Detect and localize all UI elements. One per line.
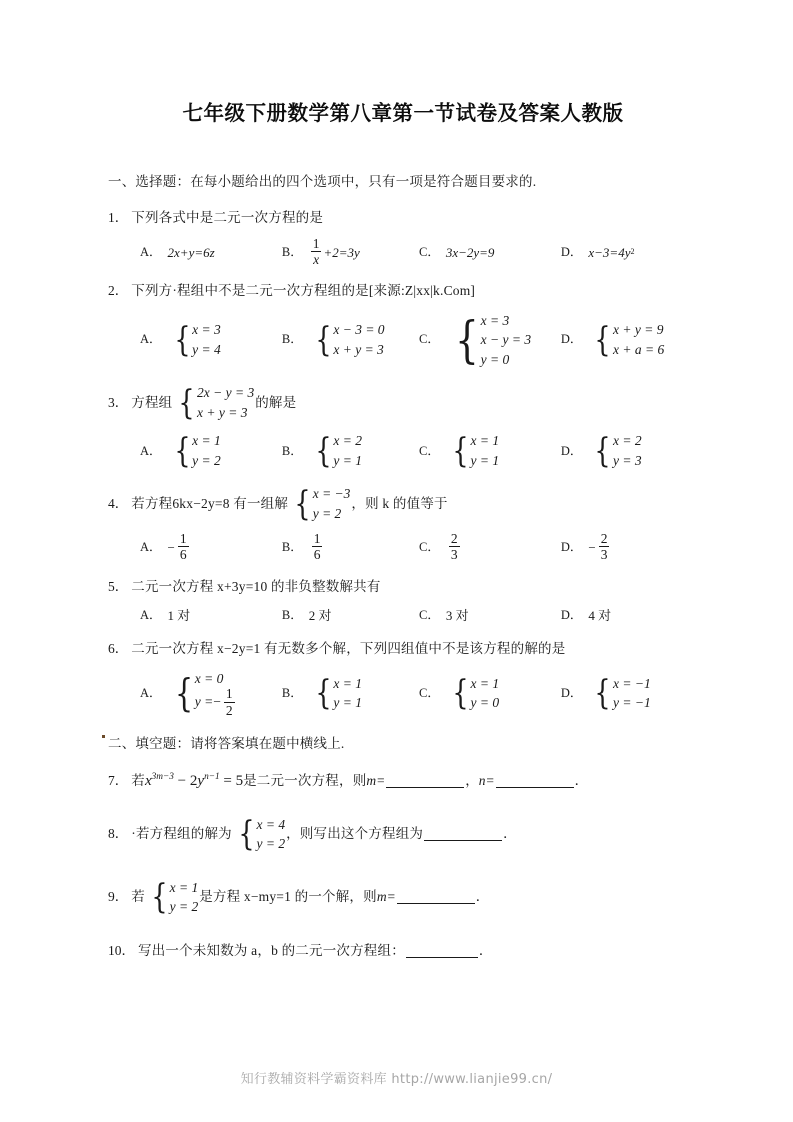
option-a-text: 1 对 (167, 607, 191, 623)
question-1-option-c[interactable] (419, 243, 561, 263)
left-brace-icon: { (594, 430, 612, 471)
equation-row: y = 0 (470, 695, 500, 711)
option-c-label: C． (419, 685, 440, 700)
question-9-number: 9． (108, 889, 129, 905)
option-d-text: 4 对 (588, 607, 612, 623)
question-5-option-a[interactable] (140, 606, 282, 626)
question-8-equation-system (233, 815, 285, 854)
question-6-number: 6． (108, 641, 129, 657)
equation-system (169, 431, 221, 470)
equation-system (310, 674, 362, 713)
question-9-equation-system (146, 878, 198, 917)
minus-sign: − (213, 694, 221, 710)
question-3-number: 3． (108, 394, 129, 410)
comma-separator: ， (465, 773, 479, 789)
equation-row: x = 1 (470, 433, 500, 449)
question-4-number: 4． (108, 495, 129, 511)
left-brace-icon: { (452, 430, 469, 471)
left-brace-icon: { (315, 673, 332, 714)
equation-row: x = 2 (333, 433, 362, 449)
bullet-mark-icon (102, 735, 105, 738)
option-a-label: A． (140, 244, 162, 259)
equation-rows (333, 431, 362, 470)
left-brace-icon: { (173, 319, 191, 360)
question-10-stem (108, 941, 698, 961)
equation-row: y = 2 (169, 899, 199, 915)
fraction-numerator: 2 (450, 530, 458, 546)
question-2-text: 下列方·程组中不是二元一次方程组的是 (131, 283, 369, 299)
equation-row: x = 3 (480, 312, 510, 328)
question-1-option-d[interactable]: D． x−3=4y 2 (561, 243, 698, 263)
equation-row (195, 688, 237, 718)
question-8-number: 8． (108, 826, 129, 842)
fraction-denominator: 3 (600, 547, 608, 563)
question-2-option-a[interactable] (140, 320, 282, 359)
question-1-number: 1． (108, 210, 129, 225)
question-4-options (108, 530, 698, 563)
question-6-stem (108, 639, 698, 659)
equation-system (589, 320, 664, 359)
equation-rows (170, 878, 199, 917)
question-5-option-c[interactable] (419, 606, 561, 626)
question-5 (108, 577, 698, 626)
fraction-numerator: 2 (600, 530, 608, 546)
question-3-text-post: 的解是 (255, 394, 297, 410)
question-8 (108, 815, 698, 854)
question-3 (108, 383, 698, 470)
equation-row: x = 1 (169, 879, 199, 895)
option-a-label: A． (140, 685, 162, 700)
question-6-options (108, 669, 698, 719)
question-6 (108, 639, 698, 718)
equation-rows (470, 674, 499, 713)
option-c-label: C． (419, 608, 440, 623)
option-a-text: 2x+y=6z (167, 244, 215, 260)
fraction-numerator: 1 (313, 530, 321, 546)
period-9: ． (475, 889, 490, 905)
equation-system (589, 674, 650, 713)
option-d-text: x−3=4y (588, 244, 631, 260)
equation-row: 2x − y = 3 (197, 385, 255, 401)
question-3-text-pre: 方程组 (131, 394, 173, 410)
option-b-label: B． (281, 332, 303, 347)
option-a-label: A． (140, 540, 162, 555)
section-heading-fill-blank (108, 732, 698, 752)
option-b-rest: +2=3y (323, 244, 360, 260)
equation-row: y = 1 (470, 452, 500, 468)
question-4-option-c[interactable] (419, 530, 561, 563)
equation-rows (333, 320, 384, 359)
question-8-text-post: ，则写出这个方程组为 (286, 826, 424, 842)
equation-row: y = 0 (480, 351, 510, 367)
page-content (108, 96, 698, 971)
equation-rows (613, 431, 642, 470)
left-brace-icon: { (294, 484, 311, 524)
option-d-label: D． (560, 244, 583, 259)
section-heading-choice: 一、选择题：在每小题给出的四个选项中，只有一项是符合题目要求的. (108, 174, 537, 189)
option-d-label: D． (560, 540, 583, 555)
equation-rows (333, 674, 362, 713)
question-2-number: 2． (108, 283, 129, 299)
fraction (599, 532, 610, 562)
question-7-text-pre: 若 (131, 773, 145, 789)
question-3-option-d[interactable] (561, 431, 698, 470)
option-c-text: 3 对 (445, 607, 469, 623)
question-3-option-b[interactable] (282, 431, 419, 470)
answer-blank-n[interactable] (496, 774, 574, 788)
equation-row-prefix: y = (194, 694, 214, 710)
left-brace-icon: { (452, 673, 469, 714)
equation-row: x + y = 3 (333, 341, 384, 357)
option-d-label: D． (560, 443, 583, 458)
equation-row: y = 3 (613, 452, 642, 468)
question-3-option-a[interactable] (140, 431, 282, 470)
equation-row: x = −1 (613, 675, 651, 691)
fraction-denominator: 6 (313, 547, 321, 563)
fraction (178, 532, 189, 562)
period-8: ． (503, 826, 517, 842)
equation-row: x + y = 3 (197, 404, 248, 420)
option-c-label: C． (419, 443, 440, 458)
question-5-option-d[interactable] (561, 606, 698, 626)
answer-blank-q10[interactable] (406, 944, 478, 958)
fraction-one-over-x (311, 237, 322, 267)
equation-row: x − y = 3 (480, 332, 532, 348)
equation-rows (197, 383, 254, 422)
option-c-label: C． (419, 244, 440, 259)
equation-rows (192, 320, 221, 359)
answer-blank-q8[interactable] (424, 827, 502, 841)
equation-row: x = 3 (192, 322, 221, 338)
question-5-stem (108, 577, 698, 597)
equation-system (169, 320, 221, 359)
section-heading-text: 二、填空题：请将答案填在题中横线上. (108, 736, 345, 752)
left-brace-icon: { (315, 430, 332, 471)
answer-var-m-label: m= (366, 773, 386, 789)
page-title: 七年级下册数学第八章第一节试卷及答案人教版 (182, 101, 624, 125)
option-a-label: A． (140, 608, 162, 623)
equation-row: x − 3 = 0 (333, 322, 385, 338)
question-7-text-post: 是二元一次方程，则 (243, 773, 367, 789)
question-7-stem (108, 770, 698, 793)
equation-system (310, 431, 362, 470)
left-brace-icon: { (238, 814, 255, 855)
question-1-options (108, 237, 698, 267)
question-2-source-tag: [来源:Z|xx|k.Com] (368, 283, 476, 299)
equation-row: x = 0 (194, 670, 224, 686)
question-3-stem (108, 383, 698, 422)
equals-five: = 5 (223, 773, 244, 790)
equation-system (589, 431, 641, 470)
question-4-stem (108, 484, 698, 523)
option-c-label: C． (419, 332, 440, 347)
equation-system (169, 669, 237, 719)
equation-rows (192, 431, 221, 470)
question-4-option-a[interactable] (140, 530, 282, 563)
equation-row: x = 2 (613, 433, 642, 449)
left-brace-icon: { (151, 877, 168, 918)
question-10-text: 写出一个未知数为 a，b 的二元一次方程组： (138, 942, 405, 958)
equation-rows (481, 311, 531, 370)
equation-rows (613, 320, 664, 359)
minus-sign: − (588, 539, 596, 555)
question-7-expression (145, 770, 243, 793)
question-10-number: 10． (108, 942, 135, 958)
question-5-option-b[interactable] (282, 606, 419, 626)
option-c-label: C． (419, 540, 440, 555)
question-2-option-b[interactable] (282, 320, 419, 359)
question-2-stem (108, 281, 698, 301)
fraction-denominator: 6 (179, 547, 187, 563)
question-4-option-d[interactable] (560, 530, 698, 563)
fraction-denominator: x (313, 252, 320, 268)
question-4-option-b[interactable] (281, 530, 419, 563)
question-3-equation-system (173, 383, 254, 422)
question-1-option-a[interactable] (140, 243, 282, 263)
question-9 (108, 878, 698, 917)
question-2-option-d[interactable] (561, 320, 698, 359)
equation-rows (313, 484, 351, 523)
question-6-option-b[interactable] (282, 674, 419, 713)
question-9-stem (108, 878, 698, 917)
question-5-text: 二元一次方程 x+3y=10 的非负整数解共有 (131, 578, 381, 594)
question-6-option-a[interactable] (140, 669, 282, 719)
equation-row: y = 1 (333, 452, 362, 468)
option-c-text: 3x−2y=9 (445, 244, 495, 260)
question-6-option-c[interactable] (419, 674, 561, 713)
question-9-text-pre: 若 (131, 889, 145, 905)
answer-blank-q9[interactable] (397, 890, 475, 904)
equation-row: x = −3 (312, 486, 351, 502)
fraction-denominator: 2 (225, 702, 233, 718)
equation-system (447, 311, 531, 370)
question-1-text: 下列各式中是二元一次方程的是 (131, 210, 324, 225)
question-6-text: 二元一次方程 x−2y=1 有无数多个解，下列四组值中不是该方程的解的是 (131, 641, 566, 657)
equation-rows (257, 815, 286, 854)
variable-y: y (197, 773, 205, 790)
option-a-label: A． (140, 443, 162, 458)
question-2 (108, 281, 698, 369)
option-a-label: A． (140, 332, 162, 347)
period-1: ． (574, 773, 589, 789)
equation-row: y = −1 (613, 695, 651, 711)
question-7-number: 7． (108, 773, 129, 789)
fraction-numerator: 1 (312, 235, 320, 251)
answer-var-m-label: m= (376, 889, 396, 905)
equation-row: x = 1 (192, 433, 221, 449)
equation-row: x = 1 (470, 675, 500, 691)
option-b-label: B． (281, 443, 303, 458)
equation-rows (613, 674, 651, 713)
question-1-option-b[interactable] (282, 237, 419, 267)
exponent-1: 3m−3 (151, 772, 174, 783)
question-8-stem (108, 815, 698, 854)
option-b-label: B． (281, 608, 303, 623)
question-1 (108, 208, 698, 267)
option-d-label: D． (560, 332, 583, 347)
question-6-option-d[interactable] (561, 674, 698, 713)
fraction (224, 687, 235, 717)
question-4-text-pre: 若方程6kx−2y=8 有一组解 (131, 495, 289, 511)
left-brace-icon: { (594, 319, 612, 360)
question-4-equation-system (289, 484, 350, 523)
equation-row: y = 1 (333, 695, 362, 711)
question-3-options (108, 431, 698, 470)
left-brace-icon: { (174, 671, 193, 716)
equation-system (447, 674, 499, 713)
option-b-text: 2 对 (308, 607, 332, 623)
question-2-options (108, 311, 698, 370)
equation-row: x = 4 (256, 816, 286, 832)
fraction (312, 532, 323, 562)
equation-rows (195, 669, 237, 719)
equation-system (310, 320, 385, 359)
option-d-label: D． (560, 685, 583, 700)
equation-row: x + a = 6 (613, 341, 665, 357)
question-5-options (108, 606, 698, 626)
option-d-label: D． (560, 608, 583, 623)
question-4 (108, 484, 698, 562)
equation-row: y = 4 (192, 341, 221, 357)
question-4-text-post: ，则 k 的值等于 (351, 495, 448, 511)
footer-watermark: 知行教辅资料学霸资料库 http://www.lianjie99.cn/ (240, 1072, 553, 1087)
equation-row: y = 2 (192, 452, 221, 468)
operator-minus-two: − 2 (177, 773, 198, 790)
fraction (449, 532, 460, 562)
option-b-label: B． (281, 540, 303, 555)
option-b-label: B． (281, 685, 303, 700)
question-8-text-pre: ·若方程组的解为 (131, 826, 232, 842)
question-2-option-c[interactable] (419, 311, 561, 370)
left-brace-icon: { (454, 310, 479, 369)
question-7 (108, 770, 698, 793)
left-brace-icon: { (178, 382, 195, 423)
question-3-option-c[interactable] (419, 431, 561, 470)
option-b-label: B． (281, 244, 303, 259)
equation-rows (470, 431, 499, 470)
equation-row: x + y = 9 (613, 322, 664, 338)
question-9-text-mid: 是方程 x−my=1 的一个解，则 (199, 889, 377, 905)
equation-row: y = 2 (256, 836, 286, 852)
answer-var-n-label: n= (478, 773, 495, 789)
period-10: ． (478, 942, 493, 958)
left-brace-icon: { (173, 430, 191, 471)
variable-x: x (144, 773, 152, 790)
answer-blank-m[interactable] (386, 774, 464, 788)
exponent-2: n−1 (204, 772, 220, 783)
left-brace-icon: { (594, 673, 612, 714)
question-1-stem (108, 208, 698, 228)
question-10 (108, 941, 698, 961)
equation-row: y = 2 (312, 506, 342, 521)
question-5-number: 5． (108, 578, 129, 594)
fraction-numerator: 1 (225, 686, 233, 702)
fraction-denominator: 3 (450, 547, 458, 563)
minus-sign: − (167, 539, 175, 555)
fraction-numerator: 1 (179, 530, 187, 546)
left-brace-icon: { (315, 319, 332, 360)
equation-system (447, 431, 499, 470)
equation-row: x = 1 (333, 675, 362, 691)
